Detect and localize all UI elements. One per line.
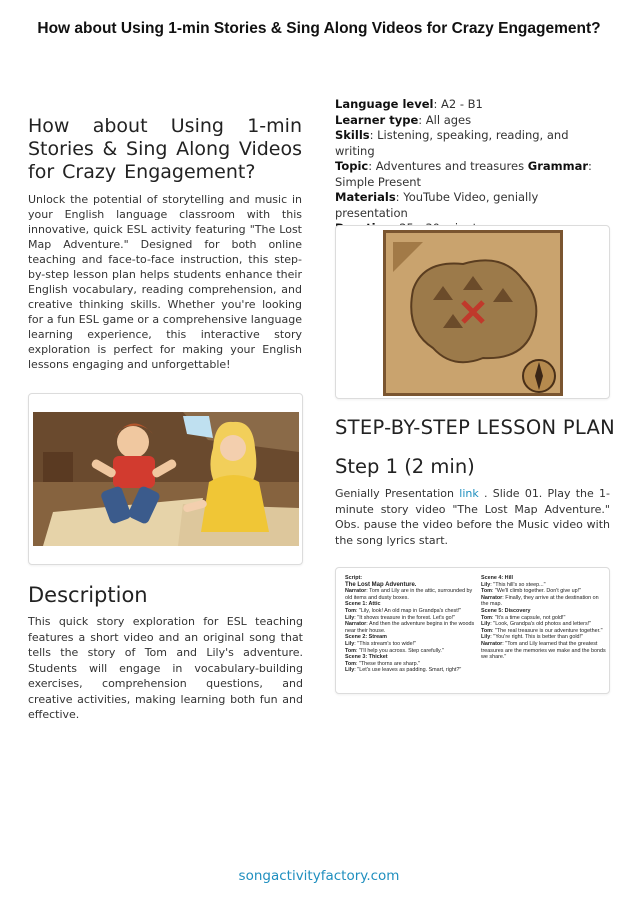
script-line: Tom: "I'll help you across. Step carefully." — [345, 647, 444, 654]
script-line: Scene 2: Stream — [345, 634, 387, 641]
script-line: Lily: "Look, Grandpa's old photos and letters!" — [481, 621, 592, 628]
script-line: Tom: "These thorns are sharp." — [345, 660, 421, 667]
kids-map-illustration — [33, 412, 299, 546]
meta-skills: Skills: Listening, speaking, reading, and writing — [335, 128, 569, 158]
lesson-plan-heading: STEP-BY-STEP LESSON PLAN — [335, 416, 616, 439]
script-line: Tom: "It's a time capsule, not gold!" — [481, 614, 566, 621]
script-line: Scene 1: Attic — [345, 601, 381, 608]
script-line: Lily: "Let's use leaves as padding. Smart, right?" — [345, 667, 462, 674]
script-line: Narrator: Finally, they arrive at the destination on the map. — [481, 594, 599, 608]
script-line: Lily: "This hill's so steep..." — [481, 581, 546, 588]
kids-illustration-card — [28, 393, 303, 565]
step-1-text: Genially Presentation link . Slide 01. Play the 1-minute story video "The Lost Map Adventure." Obs. pause the video before the Music video with the song lyrics start. — [335, 487, 611, 547]
step-1-heading: Step 1 (2 min) — [335, 455, 475, 478]
meta-topic-grammar: Topic: Adventures and treasures Grammar: Simple Present — [335, 159, 592, 189]
script-line: Scene 3: Thicket — [345, 654, 388, 661]
script-line: Tom: "Lily, look! An old map in Grandpa's chest!" — [345, 607, 462, 614]
meta-language-level: Language level: A2 - B1 — [335, 97, 483, 111]
description-paragraph: This quick story exploration for ESL teaching features a short video and an original song that tells the story of Tom and Lily's adventure. Students will engage in vocabulary-building exercises, comprehension questions, and creative activities, making learning both fun and effective. — [28, 615, 303, 721]
script-line: The Lost Map Adventure. — [345, 581, 417, 588]
genially-link[interactable]: link — [459, 487, 479, 500]
treasure-map-card — [335, 225, 610, 399]
script-line: Narrator: "Tom and Lily learned that the greatest treasures are the memories we make and the bonds we share." — [481, 640, 606, 661]
description-heading: Description — [28, 583, 148, 607]
page-header-title: How about Using 1-min Stories & Sing Along Videos for Crazy Engagement? — [37, 20, 601, 37]
script-line: Script: — [345, 575, 363, 581]
script-line: Narrator: And then the adventure begins in the woods near their house. — [345, 621, 475, 634]
intro-paragraph: Unlock the potential of storytelling and music in your English language classroom with this innovative, quick ESL activity featuring "The Lost Map Adventure." Designed for both online teaching and face-to-face instruction, this step-by-step lesson plan helps students enhance their English vocabulary, reading comprehension, and creative thinking skills. Whether you're looking for a fun ESL game or a comprehensive language learning experience, this interactive story exploration is perfect for making your English lessons engaging and unforgettable! — [28, 193, 302, 371]
treasure-map-image — [383, 230, 563, 396]
script-card — [335, 567, 610, 694]
meta-materials: Materials: YouTube Video, genially presentation — [335, 190, 539, 220]
script-column-1 — [345, 575, 475, 674]
script-line: Tom: "The real treasure is our adventure together." — [481, 627, 603, 634]
script-line: Scene 4: Hill — [481, 575, 514, 581]
left-column — [28, 115, 302, 372]
script-line: Lily: "It shows treasure in the forest. Let's go!" — [345, 614, 456, 621]
meta-learner-type: Learner type: All ages — [335, 112, 472, 127]
script-line: Tom: "We'll climb together. Don't give up!" — [481, 588, 582, 595]
article-title: How about Using 1-min Stories & Sing Along Videos for Crazy Engagement? — [28, 115, 302, 183]
lesson-meta — [335, 97, 610, 237]
script-line: Narrator: Tom and Lily are in the attic, surrounded by old items and dusty boxes. — [345, 588, 473, 601]
script-line: Scene 5: Discovery — [481, 607, 531, 614]
script-line: Lily: "This stream's too wide!" — [345, 640, 417, 647]
footer-site-link[interactable]: songactivityfactory.com — [238, 868, 400, 884]
script-line: Lily: "You're right. This is better than gold!" — [481, 634, 583, 641]
script-column-2 — [481, 575, 606, 661]
